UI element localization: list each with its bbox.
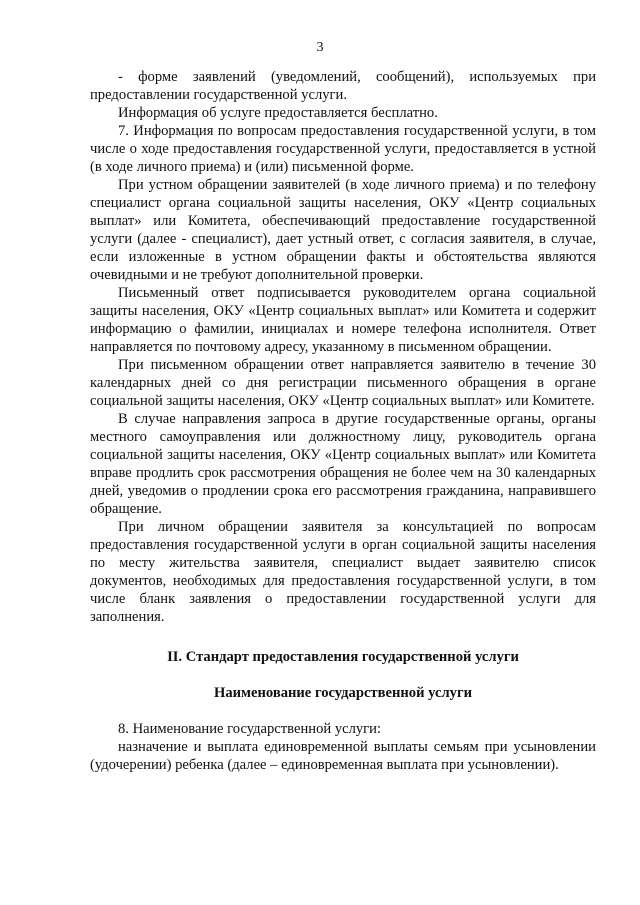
section-heading: II. Стандарт предоставления государственной услуги: [167, 649, 519, 665]
page-number: 3: [316, 40, 324, 55]
paragraph-term-extension: В случае направления запроса в другие государственные органы, органы местного самоуправления или должностному лицу, руководитель органа социальной защиты населения, ОКУ «Центр социальных выплат» или Комитета вправе продлить срок рассмотрения обращения не более чем на 30 календарных дней, уведомив о продлении срока его рассмотрения гражданина, направившего обращение.: [90, 411, 596, 517]
paragraph-clause-7: 7. Информация по вопросам предоставления государственной услуги, в том числе о ходе предоставления государственной услуги, предоставляется в устной (в ходе личного приема) и (или) письменной форме.: [90, 123, 596, 175]
paragraph-personal-consultation: При личном обращении заявителя за консультацией по вопросам предоставления государственной услуги в орган социальной защиты населения по месту жительства заявителя, специалист выдает заявителю список документов, необходимых для предоставления государственной услуги, в том числе бланк заявления о предоставлении государственной услуги для заполнения.: [90, 519, 596, 625]
paragraph-service-name: назначение и выплата единовременной выплаты семьям при усыновлении (удочерении) ребенка (далее – единовременная выплата при усыновлении).: [90, 739, 596, 773]
paragraph-written-appeal-term: При письменном обращении ответ направляется заявителю в течение 30 календарных дней со дня регистрации письменного обращения в органе социальной защиты населения, ОКУ «Центр социальных выплат» или Комитете.: [90, 357, 596, 409]
document-body: [90, 68, 596, 774]
paragraph-clause-8: 8. Наименование государственной услуги:: [118, 721, 382, 737]
paragraph-oral-appeal: При устном обращении заявителей (в ходе личного приема) и по телефону специалист органа социальной защиты населения, ОКУ «Центр социальных выплат» или Комитета, обеспечивающий предоставление государственной услуги (далее - специалист), дает устный ответ, с согласия заявителя, в случае, если изложенные в устном обращении факты и обстоятельства являются очевидными и не требуют дополнительной проверки.: [90, 177, 596, 283]
subsection-heading: Наименование государственной услуги: [214, 685, 472, 701]
paragraph-free-info: Информация об услуге предоставляется бесплатно.: [118, 105, 438, 121]
paragraph-form-list-item: - форме заявлений (уведомлений, сообщений), используемых при предоставлении государственной услуги.: [90, 69, 596, 103]
paragraph-written-answer: Письменный ответ подписывается руководителем органа социальной защиты населения, ОКУ «Центр социальных выплат» или Комитета и содержит информацию о фамилии, инициалах и номере телефона исполнителя. Ответ направляется по почтовому адресу, указанному в письменном обращении.: [90, 285, 596, 355]
